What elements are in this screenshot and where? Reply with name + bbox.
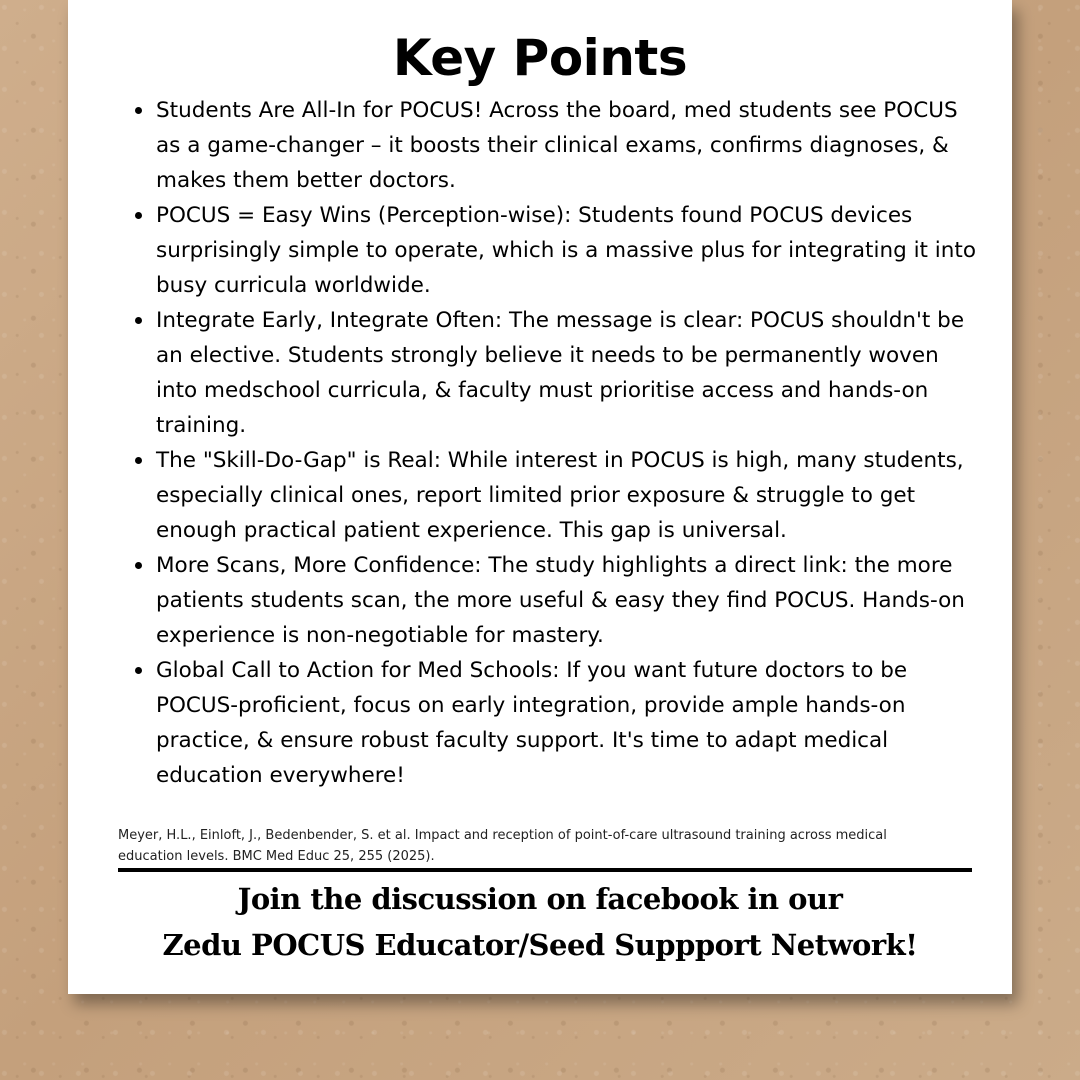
- cta-line-1: Join the discussion on facebook in our: [237, 882, 843, 916]
- list-item: [128, 548, 978, 653]
- bullet-icon: [135, 212, 142, 219]
- bullet-icon: [135, 317, 142, 324]
- key-points-card: [68, 0, 1012, 994]
- point-text: POCUS = Easy Wins (Perception-wise): Students found POCUS devices surprisingly simple to operate, which is a massive plus for integrating it into busy curricula worldwide.: [156, 203, 976, 298]
- key-points-list: [128, 93, 978, 793]
- list-item: [128, 443, 978, 548]
- citation: Meyer, H.L., Einloft, J., Bedenbender, S. et al. Impact and reception of point-of-care ultrasound training across medical education levels. BMC Med Educ 25, 255 (2025).: [118, 828, 887, 864]
- page-title: Key Points: [392, 29, 688, 87]
- bullet-icon: [135, 107, 142, 114]
- bullet-icon: [135, 667, 142, 674]
- list-item: [128, 653, 978, 793]
- point-text: Integrate Early, Integrate Often: The message is clear: POCUS shouldn't be an elective. Students strongly believe it needs to be permanently woven into medschool curricula, & faculty must prioritise access and hands-on training.: [156, 308, 965, 438]
- point-text: Students Are All-In for POCUS! Across the board, med students see POCUS as a game-changer – it boosts their clinical exams, confirms diagnoses, & makes them better doctors.: [156, 98, 958, 193]
- divider: [118, 868, 972, 872]
- list-item: [128, 198, 978, 303]
- call-to-action: [68, 876, 1012, 968]
- point-text: More Scans, More Confidence: The study highlights a direct link: the more patients students scan, the more useful & easy they find POCUS. Hands-on experience is non-negotiable for mastery.: [156, 553, 965, 648]
- list-item: [128, 93, 978, 198]
- list-item: [128, 303, 978, 443]
- cta-line-2: Zedu POCUS Educator/Seed Suppport Network!: [162, 928, 918, 962]
- bullet-icon: [135, 457, 142, 464]
- point-text: The "Skill-Do-Gap" is Real: While interest in POCUS is high, many students, especially clinical ones, report limited prior exposure & struggle to get enough practical patient experience. This gap is universal.: [156, 448, 964, 543]
- bullet-icon: [135, 562, 142, 569]
- point-text: Global Call to Action for Med Schools: If you want future doctors to be POCUS-proficient, focus on early integration, provide ample hands-on practice, & ensure robust faculty support. It's time to adapt medical education everywhere!: [156, 658, 908, 788]
